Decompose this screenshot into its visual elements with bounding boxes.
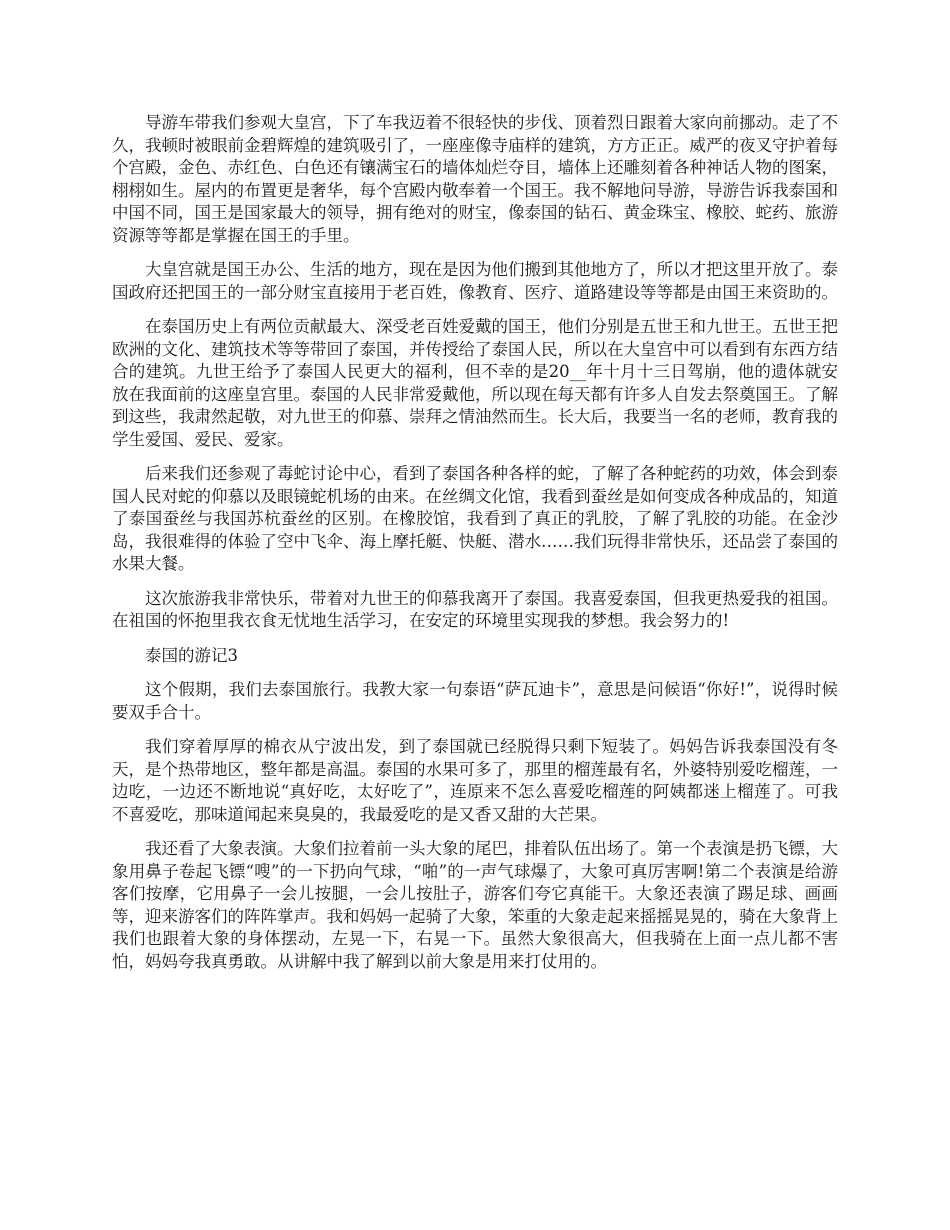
paragraph-elephant-show: 我还看了大象表演。大象们拉着前一头大象的尾巴，排着队伍出场了。第一个表演是扔飞镖，大象用鼻子卷起飞镖“嗖”的一下扔向气球，“啪”的一声气球爆了，大象可真厉害啊!第二个表演是给游客们按摩，它用鼻子一会儿按腿，一会儿按肚子，游客们夸它真能干。大象还表演了踢足球、画画等，迎来游客们的阵阵掌声。我和妈妈一起骑了大象，笨重的大象走起来摇摇晃晃的，骑在大象背上我们也跟着大象的身体摆动，左晃一下，右晃一下。虽然大象很高大，但我骑在上面一点儿都不害怕，妈妈夸我真勇敢。从讲解中我了解到以前大象是用来打仗用的。 <box>112 839 838 971</box>
paragraph-holiday-intro: 这个假期，我们去泰国旅行。我教大家一句泰语“萨瓦迪卡”，意思是问候语“你好!”，说得时候要双手合十。 <box>112 680 838 722</box>
paragraph-other-visits: 后来我们还参观了毒蛇讨论中心，看到了泰国各种各样的蛇，了解了各种蛇药的功效，体会到泰国人民对蛇的仰慕以及眼镜蛇机场的由来。在丝绸文化馆，我看到蚕丝是如何变成各种成品的，知道了泰国蚕丝与我国苏杭蚕丝的区别。在橡胶馆，我看到了真正的乳胶，了解了乳胶的功能。在金沙岛，我很难得的体验了空中飞伞、海上摩托艇、快艇、潜水……我们玩得非常快乐，还品尝了泰国的水果大餐。 <box>112 464 838 573</box>
paragraph-conclusion: 这次旅游我非常快乐，带着对九世王的仰慕我离开了泰国。我喜爱泰国，但我更热爱我的祖国。在祖国的怀抱里我衣食无忧地生活学习，在安定的环境里实现我的梦想。我会努力的! <box>112 588 838 630</box>
paragraph-grand-palace-visit: 导游车带我们参观大皇宫，下了车我迈着不很轻快的步伐、顶着烈日跟着大家向前挪动。走了不久，我顿时被眼前金碧辉煌的建筑吸引了，一座座像寺庙样的建筑，方方正正。威严的夜叉守护着每个宫殿，金色、赤红色、白色还有镶满宝石的墙体灿烂夺目，墙体上还雕刻着各种神话人物的图案，栩栩如生。屋内的布置更是奢华，每个宫殿内敬奉着一个国王。我不解地问导游，导游告诉我泰国和中国不同，国王是国家最大的领导，拥有绝对的财宝，像泰国的钻石、黄金珠宝、橡胶、蛇药、旅游资源等等都是掌握在国王的手里。 <box>112 113 838 245</box>
document-page <box>112 112 838 985</box>
paragraph-two-kings: 在泰国历史上有两位贡献最大、深受老百姓爱戴的国王，他们分别是五世王和九世王。五世王把欧洲的文化、建筑技术等等带回了泰国，并传授给了泰国人民，所以在大皇宫中可以看到有东西方结合的建筑。九世王给予了泰国人民更大的福利，但不幸的是20__年十月十三日驾崩，他的遗体就安放在我面前的这座皇宫里。泰国的人民非常爱戴他，所以现在每天都有许多人自发去祭奠国王。了解到这些，我肃然起敬，对九世王的仰慕、崇拜之情油然而生。长大后，我要当一名的老师，教育我的学生爱国、爱民、爱家。 <box>112 317 838 449</box>
paragraph-fruits: 我们穿着厚厚的棉衣从宁波出发，到了泰国就已经脱得只剩下短装了。妈妈告诉我泰国没有冬天，是个热带地区，整年都是高温。泰国的水果可多了，那里的榴莲最有名，外婆特别爱吃榴莲，一边吃，一边还不断地说“真好吃，太好吃了”，连原来不怎么喜爱吃榴莲的阿姨都迷上榴莲了。可我不喜爱吃，那味道闻起来臭臭的，我最爱吃的是又香又甜的大芒果。 <box>112 737 838 824</box>
section-heading: 泰国的游记3 <box>145 645 238 665</box>
paragraph-grand-palace-purpose: 大皇宫就是国王办公、生活的地方，现在是因为他们搬到其他地方了，所以才把这里开放了。泰国政府还把国王的一部分财宝直接用于老百姓，像教育、医疗、道路建设等等都是由国王来资助的。 <box>112 260 838 302</box>
